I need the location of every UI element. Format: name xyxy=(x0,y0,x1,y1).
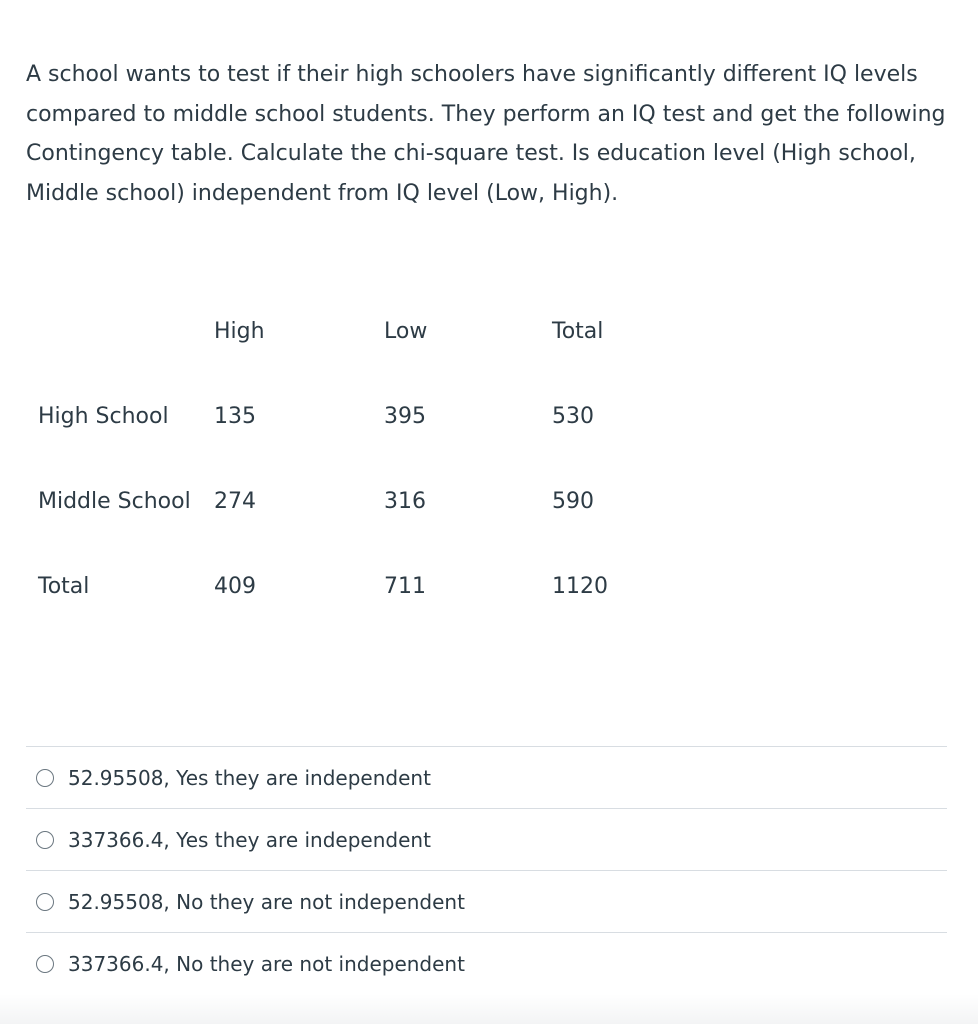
radio-button[interactable] xyxy=(36,769,54,787)
table-cell: 395 xyxy=(384,404,426,429)
table-cell: 711 xyxy=(384,574,426,599)
table-cell: 1120 xyxy=(552,574,608,599)
row-label: High School xyxy=(38,404,169,429)
bottom-shadow xyxy=(0,994,978,1024)
row-label: Total xyxy=(38,574,90,599)
question-text: A school wants to test if their high schoolers have significantly different IQ levels compared to middle school students. They perform an IQ test and get the following Contingency table. Calculate the chi-square test. Is education level (High school, Middle school) independent from IQ level (Low, High). xyxy=(26,62,946,206)
answer-option-1[interactable] xyxy=(26,747,947,809)
radio-button[interactable] xyxy=(36,893,54,911)
table-cell: 590 xyxy=(552,489,594,514)
table-cell: 316 xyxy=(384,489,426,514)
radio-button[interactable] xyxy=(36,955,54,973)
answer-label[interactable]: 337366.4, Yes they are independent xyxy=(68,827,431,852)
answer-option-2[interactable] xyxy=(26,809,947,871)
table-cell: 274 xyxy=(214,489,256,514)
answer-label[interactable]: 52.95508, Yes they are independent xyxy=(68,765,431,790)
answer-option-4[interactable] xyxy=(26,933,947,994)
radio-button[interactable] xyxy=(36,831,54,849)
header-cell-total: Total xyxy=(552,319,604,344)
table-header-row xyxy=(38,310,738,395)
table-row xyxy=(38,395,738,480)
row-label: Middle School xyxy=(38,489,191,514)
answer-label[interactable]: 52.95508, No they are not independent xyxy=(68,889,465,914)
table-row xyxy=(38,480,738,565)
table-row xyxy=(38,565,738,650)
answer-option-3[interactable] xyxy=(26,871,947,933)
table-cell: 409 xyxy=(214,574,256,599)
header-cell-low: Low xyxy=(384,319,428,344)
header-cell-high: High xyxy=(214,319,265,344)
table-cell: 530 xyxy=(552,404,594,429)
answer-options xyxy=(26,746,947,994)
answer-label[interactable]: 337366.4, No they are not independent xyxy=(68,951,465,976)
contingency-table xyxy=(38,310,738,650)
table-cell: 135 xyxy=(214,404,256,429)
